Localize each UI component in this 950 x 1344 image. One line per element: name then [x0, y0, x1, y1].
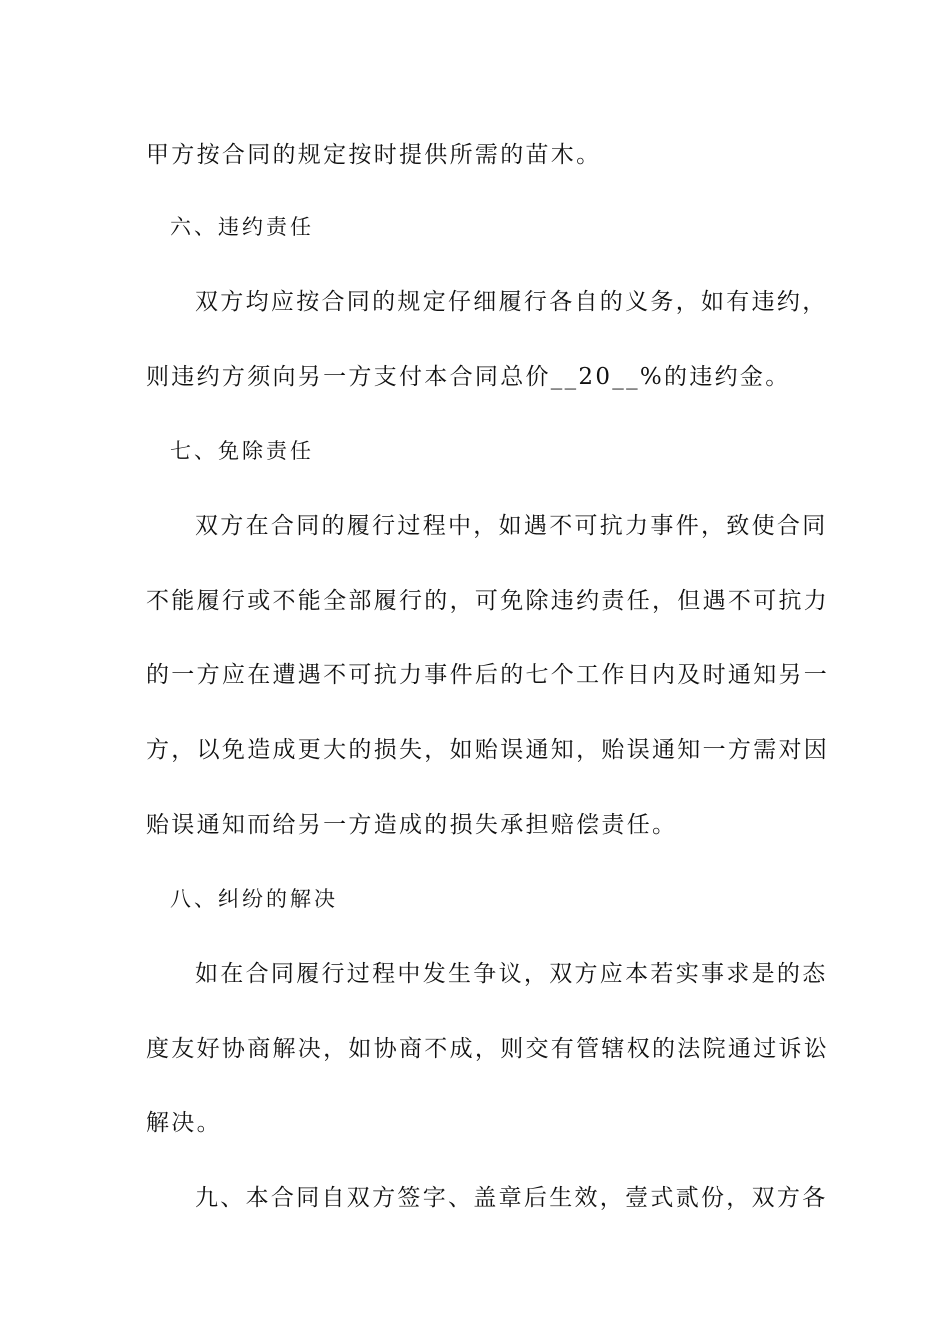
section-heading-disputes: 八、纠纷的解决 [170, 887, 338, 911]
paragraph-line: 如在合同履行过程中发生争议，双方应本若实事求是的态 [195, 961, 828, 987]
paragraph-line: 则违约方须向另一方支付本合同总价__20__%的违约金。 [146, 364, 791, 390]
section-heading-exemption: 七、免除责任 [170, 439, 314, 463]
section-heading-breach: 六、违约责任 [170, 215, 314, 239]
paragraph-line: 不能履行或不能全部履行的，可免除违约责任，但遇不可抗力 [146, 588, 830, 614]
paragraph-line: 的一方应在遭遇不可抗力事件后的七个工作日内及时通知另一 [146, 662, 830, 688]
paragraph-line: 双方均应按合同的规定仔细履行各自的义务，如有违约， [195, 289, 828, 315]
paragraph-line: 贻误通知而给另一方造成的损失承担赔偿责任。 [146, 812, 678, 838]
paragraph-line: 解决。 [146, 1110, 222, 1136]
paragraph-line: 甲方按合同的规定按时提供所需的苗木。 [146, 142, 602, 168]
paragraph-line: 九、本合同自双方签字、盖章后生效，壹式贰份，双方各 [195, 1185, 828, 1211]
paragraph-line: 方，以免造成更大的损失，如贻误通知，贻误通知一方需对因 [146, 737, 830, 763]
paragraph-line: 双方在合同的履行过程中，如遇不可抗力事件，致使合同 [195, 513, 828, 539]
paragraph-line: 度友好协商解决，如协商不成，则交有管辖权的法院通过诉讼 [146, 1036, 830, 1062]
